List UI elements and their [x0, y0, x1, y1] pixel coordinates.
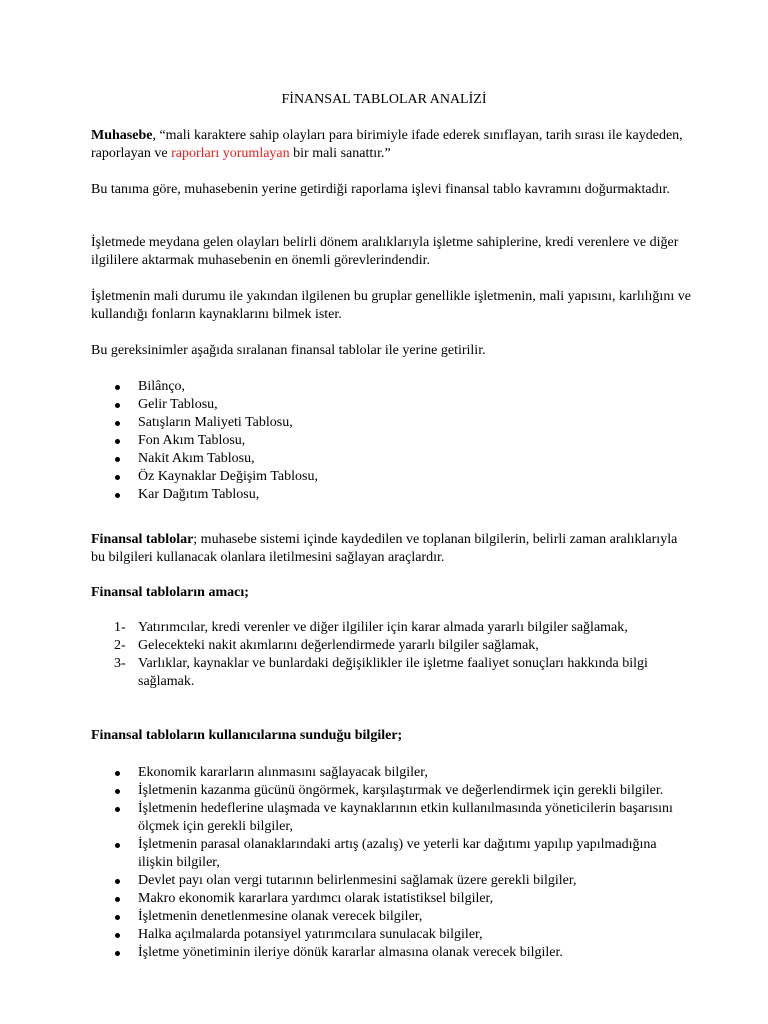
list-item: 2- Gelecekteki nakit akımlarını değerlendirmede yararlı bilgiler sağlamak, [114, 638, 539, 653]
bullet-icon [115, 915, 120, 920]
paragraph-events: İşletmede meydana gelen olayları belirli dönem aralıklarıyla işletme sahiplerine, kredi verenlere ve diğer ilgililere aktarmak muhasebenin en önemli görevlerindendir. [91, 235, 679, 268]
bullet-icon [115, 385, 120, 390]
heading-purpose: Finansal tabloların amacı; [91, 585, 249, 600]
definition-end: bir mali sanattır.” [289, 146, 391, 161]
list-item: Fon Akım Tablosu, [91, 432, 691, 450]
bullet-icon [115, 807, 120, 812]
bullet-icon [115, 771, 120, 776]
list-item: İşletmenin hedeflerine ulaşmada ve kaynaklarının etkin kullanılmasında yöneticilerin başarısını ölçmek için gerekli bilgiler, [91, 800, 691, 836]
list-item: Nakit Akım Tablosu, [91, 450, 691, 468]
page-title: FİNANSAL TABLOLAR ANALİZİ [281, 92, 487, 107]
bullet-icon [115, 493, 120, 498]
list-item: Makro ekonomik kararlara yardımcı olarak istatistiksel bilgiler, [91, 890, 691, 908]
list-item: Gelir Tablosu, [91, 396, 691, 414]
bullet-icon [115, 843, 120, 848]
list-item: 3- Varlıklar, kaynaklar ve bunlardaki değişiklikler ile işletme faaliyet sonuçları hakkında bilgi sağlamak. [114, 656, 648, 689]
list-item: Bilânço, [91, 378, 691, 396]
list-item: Kar Dağıtım Tablosu, [91, 486, 691, 504]
financial-tables-list [91, 378, 691, 504]
term-muhasebe: Muhasebe [91, 128, 153, 143]
paragraph-reporting: Bu tanıma göre, muhasebenin yerine getirdiği raporlama işlevi finansal tablo kavramını doğurmaktadır. [91, 182, 670, 197]
highlighted-phrase: raporları yorumlayan [171, 146, 290, 161]
definition-text: ; muhasebe sistemi içinde kaydedilen ve toplanan bilgilerin, belirli zaman aralıklarıyla bu bilgileri kullanacak olanlara iletilmesini sağlayan araçlardır. [91, 532, 678, 565]
bullet-icon [115, 421, 120, 426]
list-item: Halka açılmalarda potansiyel yatırımcılara sunulacak bilgiler, [91, 926, 691, 944]
bullet-icon [115, 789, 120, 794]
bullet-icon [115, 897, 120, 902]
bullet-icon [115, 403, 120, 408]
bullet-icon [115, 439, 120, 444]
term-finansal-tablolar: Finansal tablolar [91, 532, 194, 547]
bullet-icon [115, 457, 120, 462]
paragraph-groups: İşletmenin mali durumu ile yakından ilgilenen bu gruplar genellikle işletmenin, mali yapısını, karlılığını ve kullandığı fonların kaynaklarını bilmek ister. [91, 289, 691, 322]
heading-info: Finansal tabloların kullanıcılarına sunduğu bilgiler; [91, 728, 403, 743]
list-item: Öz Kaynaklar Değişim Tablosu, [91, 468, 691, 486]
bullet-icon [115, 933, 120, 938]
bullet-icon [115, 475, 120, 480]
paragraph-requirements: Bu gereksinimler aşağıda sıralanan finansal tablolar ile yerine getirilir. [91, 343, 486, 358]
list-item: İşletmenin kazanma gücünü öngörmek, karşılaştırmak ve değerlendirmek için gerekli bilgiler. [91, 782, 691, 800]
paragraph-financial-tables-definition [91, 531, 691, 567]
list-item: Devlet payı olan vergi tutarının belirlenmesini sağlamak üzere gerekli bilgiler, [91, 872, 691, 890]
purpose-list [91, 619, 691, 691]
info-list [91, 764, 691, 962]
list-item: İşletmenin denetlenmesine olanak verecek bilgiler, [91, 908, 691, 926]
list-item: İşletme yönetiminin ileriye dönük kararlar almasına olanak verecek bilgiler. [91, 944, 691, 962]
list-item: 1- Yatırımcılar, kredi verenler ve diğer ilgililer için karar almada yararlı bilgiler sağlamak, [114, 620, 628, 635]
paragraph-muhasebe-definition [91, 127, 691, 163]
bullet-icon [115, 879, 120, 884]
definition-text: , “mali karaktere sahip olayları para birimiyle ifade ederek sınıflayan, tarih sırası ile kaydeden, raporlayan ve [91, 128, 683, 161]
bullet-icon [115, 951, 120, 956]
list-item: İşletmenin parasal olanaklarındaki artış (azalış) ve yeterli kar dağıtımı yapılıp yapılmadığına ilişkin bilgiler, [91, 836, 691, 872]
list-item: Ekonomik kararların alınmasını sağlayacak bilgiler, [91, 764, 691, 782]
list-item: Satışların Maliyeti Tablosu, [91, 414, 691, 432]
